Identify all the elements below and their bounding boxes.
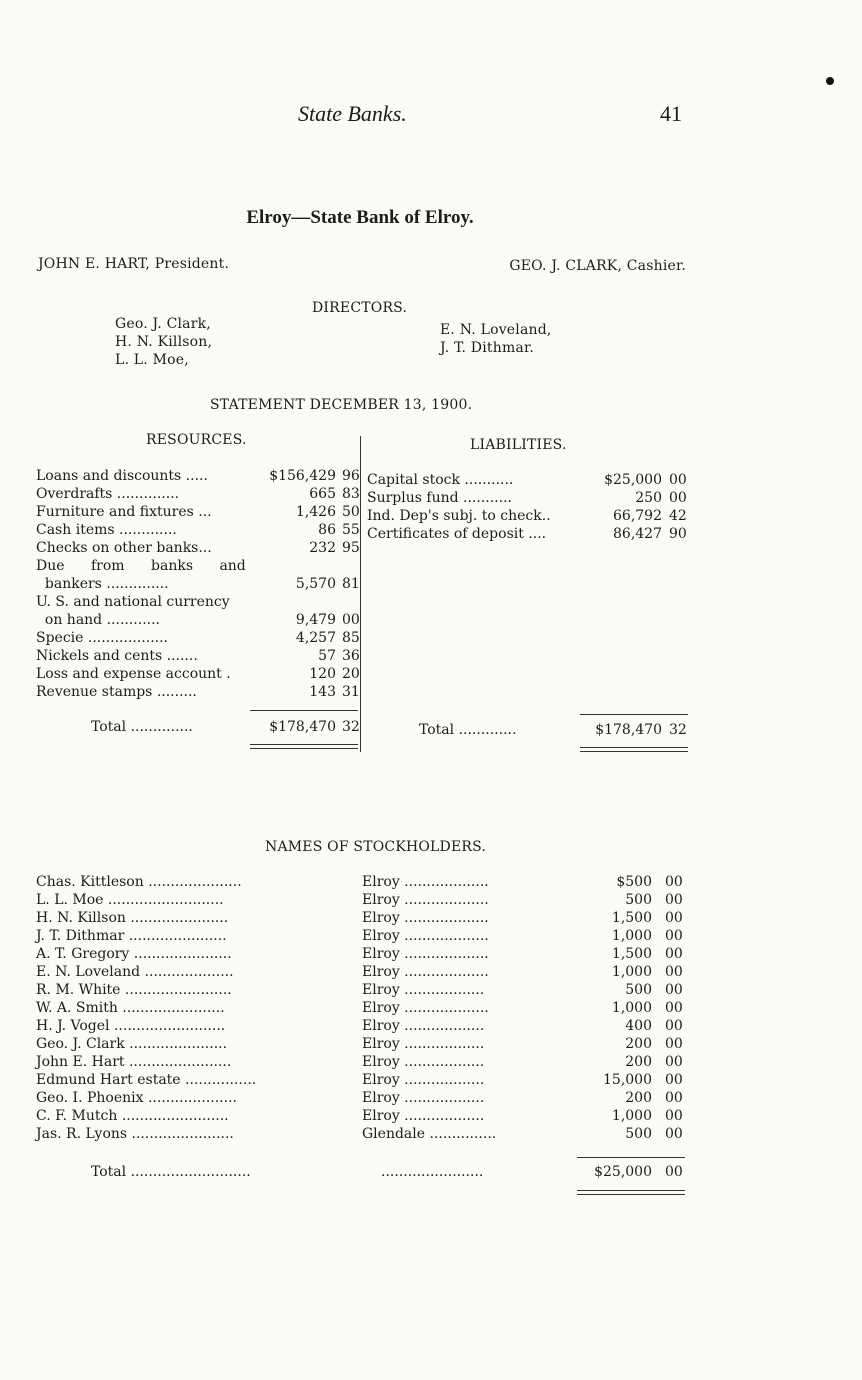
- cashier: GEO. J. CLARK, Cashier.: [509, 258, 686, 274]
- table-row: Total ........................... ....................... $25,000 00: [91, 1164, 683, 1180]
- table-row: H. J. Vogel ......................... Elroy .................. 400 00: [36, 1018, 683, 1034]
- stockholders-heading: NAMES OF STOCKHOLDERS.: [265, 839, 487, 855]
- table-row: H. N. Killson ...................... Elroy ................... 1,500 00: [36, 910, 683, 926]
- statement-heading: STATEMENT DECEMBER 13, 1900.: [210, 397, 473, 413]
- table-row: Checks on other banks... 232 95: [36, 540, 360, 556]
- table-row: Nickels and cents ....... 57 36: [36, 648, 360, 664]
- director-name: H. N. Killson,: [115, 334, 213, 350]
- bank-title: Elroy—State Bank of Elroy.: [246, 207, 474, 228]
- table-row: on hand ............ 9,479 00: [36, 612, 360, 628]
- table-row: Revenue stamps ......... 143 31: [36, 684, 360, 700]
- table-row: Certificates of deposit .... 86,427 90: [367, 526, 687, 542]
- table-row: Overdrafts .............. 665 83: [36, 486, 360, 502]
- liabilities-total-rule: [580, 714, 688, 715]
- table-row: U. S. and national currency: [36, 594, 230, 610]
- table-row: Chas. Kittleson ..................... Elroy ................... $500 00: [36, 874, 683, 890]
- director-name: J. T. Dithmar.: [440, 340, 534, 356]
- table-row: Total .............. $178,470 32: [91, 719, 360, 735]
- table-row: Geo. J. Clark ...................... Elroy .................. 200 00: [36, 1036, 683, 1052]
- table-row: C. F. Mutch ........................ Elroy .................. 1,000 00: [36, 1108, 683, 1124]
- table-row: Loans and discounts ..... $156,429 96: [36, 468, 360, 484]
- ink-speck: [826, 77, 834, 85]
- table-row: L. L. Moe .......................... Elroy ................... 500 00: [36, 892, 683, 908]
- table-row: Jas. R. Lyons ....................... Glendale ............... 500 00: [36, 1126, 683, 1142]
- table-row: Loss and expense account . 120 20: [36, 666, 360, 682]
- table-row: Due from banks and: [36, 558, 246, 574]
- table-row: Geo. I. Phoenix .................... Elroy .................. 200 00: [36, 1090, 683, 1106]
- director-name: E. N. Loveland,: [440, 322, 552, 338]
- table-row: Ind. Dep's subj. to check.. 66,792 42: [367, 508, 687, 524]
- resources-total-rule: [250, 710, 358, 711]
- table-row: Cash items ............. 86 55: [36, 522, 360, 538]
- table-row: A. T. Gregory ...................... Elroy ................... 1,500 00: [36, 946, 683, 962]
- table-row: Total ............. $178,470 32: [419, 722, 687, 738]
- president: JOHN E. HART, President.: [38, 256, 230, 272]
- table-row: Capital stock ........... $25,000 00: [367, 472, 687, 488]
- liabilities-total-double-rule: [580, 747, 688, 752]
- table-row: R. M. White ........................ Elroy .................. 500 00: [36, 982, 683, 998]
- stockholders-total-rule: [577, 1157, 685, 1158]
- table-row: John E. Hart ....................... Elroy .................. 200 00: [36, 1054, 683, 1070]
- director-name: Geo. J. Clark,: [115, 316, 211, 332]
- stockholders-total: [36, 1164, 696, 1182]
- director-name: L. L. Moe,: [115, 352, 189, 368]
- directors-right: [440, 321, 552, 357]
- running-head: State Banks.: [298, 101, 407, 126]
- stockholders-total-double-rule: [577, 1190, 685, 1195]
- resources-total: [36, 719, 366, 737]
- resources-table: [36, 468, 366, 702]
- table-row: E. N. Loveland .................... Elroy ................... 1,000 00: [36, 964, 683, 980]
- liabilities-table: [367, 472, 697, 544]
- table-row: Specie .................. 4,257 85: [36, 630, 360, 646]
- resources-heading: RESOURCES.: [146, 432, 247, 448]
- directors-left: [115, 315, 212, 369]
- liabilities-heading: LIABILITIES.: [470, 437, 567, 453]
- table-row: Edmund Hart estate ................ Elroy .................. 15,000 00: [36, 1072, 683, 1088]
- table-row: J. T. Dithmar ...................... Elroy ................... 1,000 00: [36, 928, 683, 944]
- table-row: Surplus fund ........... 250 00: [367, 490, 687, 506]
- table-row: W. A. Smith ....................... Elroy ................... 1,000 00: [36, 1000, 683, 1016]
- table-row: bankers .............. 5,570 81: [36, 576, 360, 592]
- table-row: Furniture and fixtures ... 1,426 50: [36, 504, 360, 520]
- page-number: 41: [660, 101, 682, 126]
- resources-total-double-rule: [250, 744, 358, 749]
- stockholders-table: [36, 874, 696, 1144]
- directors-heading: DIRECTORS.: [312, 300, 408, 316]
- liabilities-total: [367, 722, 697, 740]
